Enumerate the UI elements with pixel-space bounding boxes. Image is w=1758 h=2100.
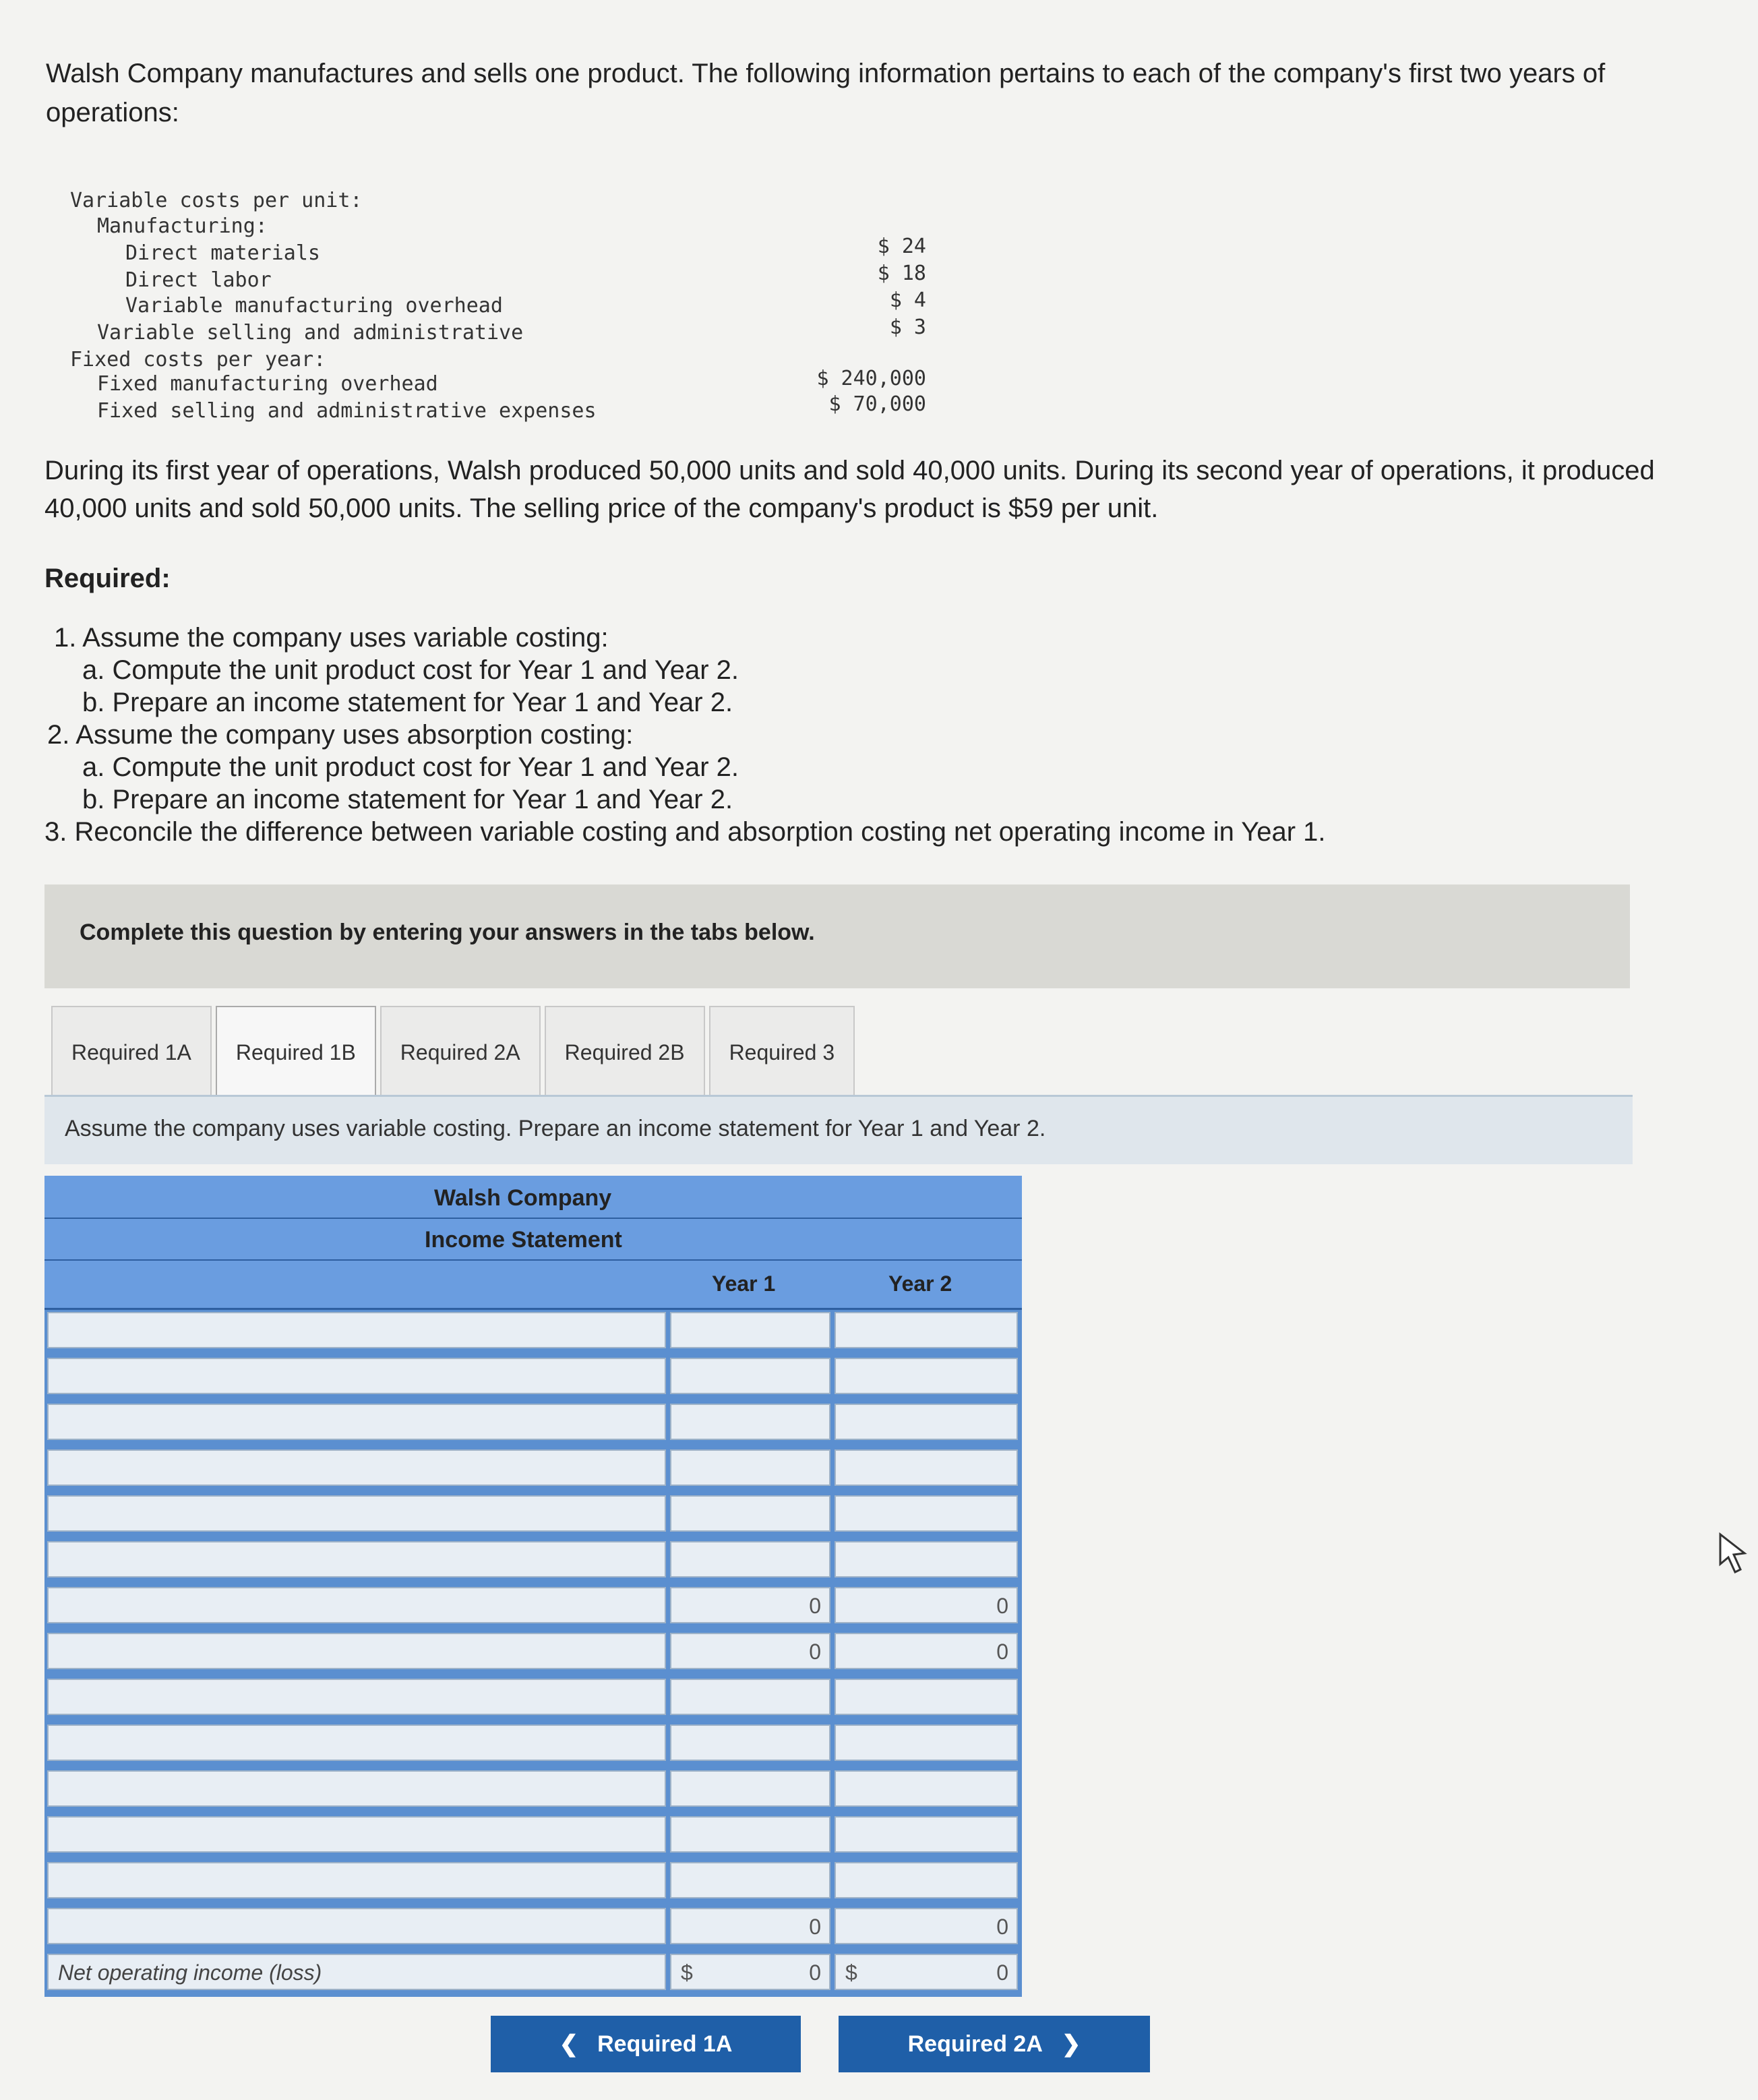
direct-materials-label: Direct materials: [125, 241, 320, 265]
line-item-select[interactable]: [47, 1358, 666, 1394]
year1-currency-symbol: $: [681, 1960, 693, 1985]
direct-labor-value: $ 18: [877, 262, 926, 285]
required-item: a. Compute the unit product cost for Year 1 and Year 2.: [82, 655, 739, 685]
fixed-costs-header: Fixed costs per year:: [70, 348, 326, 371]
statement-row: [44, 1355, 1022, 1398]
year2-net-income-value: 0: [996, 1960, 1008, 1985]
year2-amount-input[interactable]: [835, 1816, 1018, 1853]
statement-row: [44, 1447, 1022, 1490]
problem-intro: Walsh Company manufactures and sells one product. The following information pertains to each of the company's first two years of operations:: [46, 59, 1606, 127]
year2-amount-input[interactable]: [835, 1495, 1018, 1532]
required-item: 2. Assume the company uses absorption costing:: [47, 720, 634, 750]
statement-subtotal-row: [44, 1584, 1022, 1627]
tab-instruction: [44, 1095, 1633, 1164]
tab-required-1b[interactable]: Required 1B: [216, 1006, 376, 1098]
direct-materials-value: $ 24: [877, 235, 926, 258]
line-item-select[interactable]: [47, 1908, 666, 1944]
year1-amount-input[interactable]: [670, 1862, 830, 1898]
line-item-select[interactable]: [47, 1541, 666, 1578]
year1-subtotal-value: 0: [809, 1594, 821, 1618]
year1-amount-input[interactable]: [670, 1358, 830, 1394]
year1-net-income-value: 0: [809, 1960, 821, 1985]
year1-amount-input[interactable]: [670, 1404, 830, 1440]
statement-row: [44, 1813, 1022, 1857]
net-operating-income-label-cell: [47, 1954, 666, 1990]
statement-subtotal-row: [44, 1630, 1022, 1673]
line-item-select[interactable]: [47, 1587, 666, 1623]
year2-amount-input[interactable]: [835, 1541, 1018, 1578]
year2-amount-input[interactable]: [835, 1358, 1018, 1394]
line-item-select[interactable]: [47, 1495, 666, 1532]
line-item-select[interactable]: [47, 1770, 666, 1807]
year1-subtotal: [670, 1908, 830, 1944]
line-item-select[interactable]: [47, 1312, 666, 1348]
fixed-sga-value: $ 70,000: [828, 392, 926, 416]
year2-net-income: [835, 1954, 1018, 1990]
variable-mfg-overhead-label: Variable manufacturing overhead: [125, 294, 503, 318]
year2-subtotal: [835, 1908, 1018, 1944]
line-item-select[interactable]: [47, 1633, 666, 1669]
prev-required-1a-button[interactable]: [491, 2016, 801, 2072]
income-statement: [44, 1176, 1022, 1997]
year2-subtotal: [835, 1587, 1018, 1623]
net-operating-income-label: Net operating income (loss): [58, 1960, 322, 1985]
year2-amount-input[interactable]: [835, 1449, 1018, 1486]
statement-row: [44, 1401, 1022, 1444]
statement-title-row: [44, 1219, 1022, 1261]
year2-amount-input[interactable]: [835, 1770, 1018, 1807]
required-list: [44, 622, 1326, 848]
chevron-left-icon: ❮: [559, 2031, 579, 2057]
year1-amount-input[interactable]: [670, 1679, 830, 1715]
problem-paragraph: During its first year of operations, Walsh produced 50,000 units and sold 40,000 units. During its second year of operations, it produced 40,000 units and sold 50,000 units. The selling price of the company's product is $59 per unit.: [44, 456, 1655, 523]
required-item: b. Prepare an income statement for Year 1 and Year 2.: [82, 688, 733, 717]
tab-required-2b[interactable]: Required 2B: [545, 1006, 705, 1098]
year1-column-header: Year 1: [712, 1271, 776, 1296]
statement-row: [44, 1722, 1022, 1765]
year1-subtotal: [670, 1633, 830, 1669]
tab-bar: [51, 1006, 859, 1098]
fixed-mfg-overhead-label: Fixed manufacturing overhead: [97, 372, 438, 396]
fixed-sga-label: Fixed selling and administrative expenses: [97, 399, 597, 423]
year2-subtotal: [835, 1633, 1018, 1669]
tab-instruction-text: Assume the company uses variable costing. Prepare an income statement for Year 1 and Year 2.: [65, 1116, 1046, 1141]
tab-required-3[interactable]: Required 3: [709, 1006, 855, 1098]
variable-mfg-overhead-value: $ 4: [889, 289, 926, 312]
chevron-right-icon: ❯: [1061, 2031, 1081, 2057]
year1-amount-input[interactable]: [670, 1312, 830, 1348]
net-operating-income-row: [44, 1951, 1022, 1994]
year1-subtotal-value: 0: [809, 1640, 821, 1664]
variable-costs-header: Variable costs per unit:: [70, 189, 363, 212]
line-item-select[interactable]: [47, 1724, 666, 1761]
line-item-select[interactable]: [47, 1679, 666, 1715]
line-item-select[interactable]: [47, 1862, 666, 1898]
statement-row: [44, 1309, 1022, 1352]
required-title: Required:: [44, 564, 171, 593]
year2-amount-input[interactable]: [835, 1312, 1018, 1348]
line-item-select[interactable]: [47, 1816, 666, 1853]
next-button-label: Required 2A: [907, 2031, 1043, 2057]
year1-amount-input[interactable]: [670, 1770, 830, 1807]
manufacturing-header: Manufacturing:: [97, 214, 268, 238]
statement-row: [44, 1859, 1022, 1902]
year2-amount-input[interactable]: [835, 1679, 1018, 1715]
statement-subtotal-row: [44, 1905, 1022, 1948]
line-item-select[interactable]: [47, 1404, 666, 1440]
year2-subtotal-value: 0: [996, 1594, 1008, 1618]
statement-row: [44, 1538, 1022, 1582]
required-item: 1. Assume the company uses variable costing:: [54, 623, 609, 653]
year1-net-income: [670, 1954, 830, 1990]
year1-amount-input[interactable]: [670, 1724, 830, 1761]
tab-required-2a[interactable]: Required 2A: [380, 1006, 541, 1098]
statement-title: Income Statement: [425, 1227, 622, 1253]
statement-row: [44, 1676, 1022, 1719]
instructions-banner-text: Complete this question by entering your answers in the tabs below.: [80, 920, 815, 945]
year1-subtotal-value: 0: [809, 1915, 821, 1939]
year2-currency-symbol: $: [845, 1960, 857, 1985]
year1-amount-input[interactable]: [670, 1449, 830, 1486]
year2-amount-input[interactable]: [835, 1404, 1018, 1440]
year1-amount-input[interactable]: [670, 1816, 830, 1853]
statement-company-name: Walsh Company: [434, 1185, 612, 1211]
statement-company-row: [44, 1176, 1022, 1219]
year1-subtotal: [670, 1587, 830, 1623]
mouse-cursor-icon: [1716, 1530, 1750, 1578]
statement-row: [44, 1493, 1022, 1536]
year2-amount-input[interactable]: [835, 1724, 1018, 1761]
year1-amount-input[interactable]: [670, 1541, 830, 1578]
year2-amount-input[interactable]: [835, 1862, 1018, 1898]
variable-sga-value: $ 3: [889, 316, 926, 339]
direct-labor-label: Direct labor: [125, 268, 272, 292]
year2-subtotal-value: 0: [996, 1915, 1008, 1939]
prev-button-label: Required 1A: [597, 2031, 733, 2057]
required-item: b. Prepare an income statement for Year 1 and Year 2.: [82, 785, 733, 814]
statement-row: [44, 1768, 1022, 1811]
year1-amount-input[interactable]: [670, 1495, 830, 1532]
variable-sga-label: Variable selling and administrative: [97, 321, 524, 344]
required-item: 3. Reconcile the difference between variable costing and absorption costing net operating income in Year 1.: [44, 817, 1326, 847]
fixed-mfg-overhead-value: $ 240,000: [816, 367, 926, 390]
tab-required-1a[interactable]: Required 1A: [51, 1006, 212, 1098]
instructions-banner: [44, 884, 1630, 988]
next-required-2a-button[interactable]: [839, 2016, 1150, 2072]
line-item-select[interactable]: [47, 1449, 666, 1486]
year2-subtotal-value: 0: [996, 1640, 1008, 1664]
year2-column-header: Year 2: [888, 1271, 952, 1296]
required-item: a. Compute the unit product cost for Year 1 and Year 2.: [82, 752, 739, 782]
statement-header-row: [44, 1261, 1022, 1310]
